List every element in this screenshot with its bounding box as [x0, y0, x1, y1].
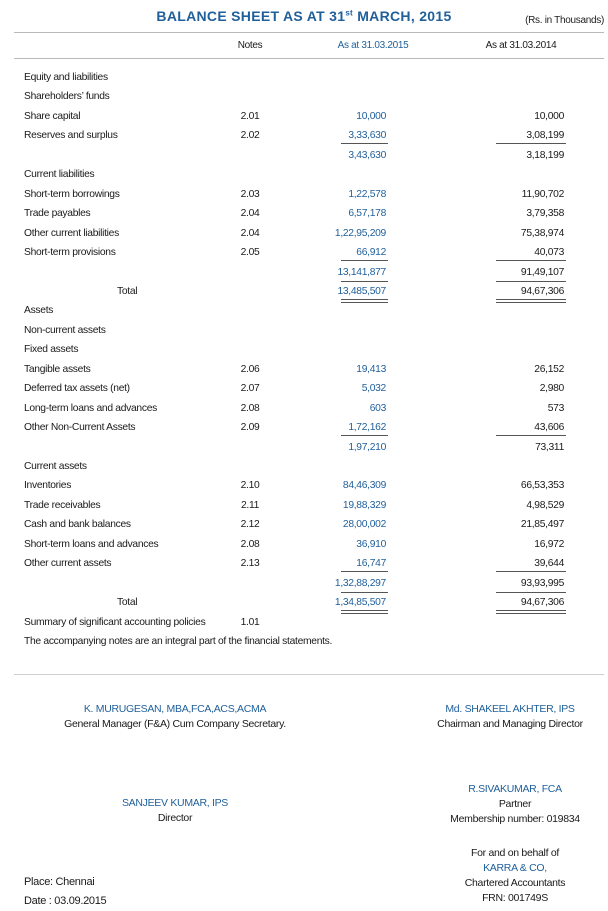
- row-note: 2.08: [240, 538, 260, 550]
- row-label: Non-current assets: [24, 324, 106, 336]
- row-value-current: 19,413: [356, 363, 386, 375]
- row-value-current: 1,32,88,297: [334, 577, 386, 589]
- row-label: Tangible assets: [24, 363, 91, 375]
- row-label: Inventories: [24, 480, 72, 492]
- row-note: 2.04: [240, 227, 260, 239]
- underline: [341, 592, 388, 593]
- table-row: [0, 165, 608, 184]
- row-note: 2.01: [240, 110, 260, 122]
- row-label: Equity and liabilities: [24, 72, 108, 83]
- row-label: Assets: [24, 305, 54, 317]
- row-value-current: 6,57,178: [348, 208, 386, 220]
- table-row: [0, 457, 608, 476]
- title-text: BALANCE SHEET AS AT 31: [156, 8, 346, 24]
- row-value-previous: 11,90,702: [521, 188, 564, 200]
- row-label: Other current liabilities: [24, 227, 119, 239]
- row-note: 2.02: [240, 130, 260, 142]
- row-value-previous: 43,606: [534, 422, 564, 434]
- underline: [341, 435, 388, 436]
- row-value-current: 19,88,329: [342, 499, 386, 511]
- row-note: 2.09: [240, 422, 260, 434]
- table-row: [0, 496, 608, 515]
- row-value-previous: 4,98,529: [526, 499, 564, 511]
- signature-divider: [14, 674, 604, 675]
- row-value-current: 3,43,630: [348, 149, 386, 161]
- row-value-previous: 3,08,199: [526, 130, 564, 142]
- row-note: 2.07: [240, 383, 260, 395]
- membership-number: Membership number: 019834: [450, 813, 580, 825]
- row-note: 2.04: [240, 208, 260, 220]
- signatory-director: [90, 796, 260, 826]
- row-value-current: 13,141,877: [337, 266, 386, 278]
- firm-type: Chartered Accountants: [464, 877, 566, 889]
- row-value-previous: 2,980: [539, 383, 564, 395]
- row-label: Trade receivables: [24, 499, 101, 511]
- row-value-current: 66,912: [356, 247, 386, 259]
- table-row: [0, 535, 608, 554]
- column-header-previous-year: As at 31.03.2014: [485, 40, 557, 51]
- row-value-previous: 3,18,199: [526, 149, 564, 161]
- gm-title: General Manager (F&A) Cum Company Secretary.: [64, 718, 286, 730]
- row-note: 2.12: [240, 519, 260, 531]
- row-label: Fixed assets: [24, 344, 79, 356]
- row-value-previous: 10,000: [534, 110, 564, 122]
- on-behalf-text: For and on behalf of: [471, 847, 559, 859]
- row-label: Long-term loans and advances: [24, 402, 157, 414]
- row-note: 2.11: [240, 499, 260, 511]
- table-row: [0, 515, 608, 534]
- table-row: [0, 476, 608, 495]
- footnote: The accompanying notes are an integral part of the financial statements.: [24, 636, 333, 647]
- table-row: [0, 204, 608, 223]
- row-value-previous: 94,67,306: [520, 597, 564, 609]
- table-row: [0, 185, 608, 204]
- row-note: 2.03: [240, 188, 260, 200]
- table-row: [0, 301, 608, 320]
- row-note: 2.05: [240, 247, 260, 259]
- row-value-previous: 16,972: [534, 538, 564, 550]
- subtotal-row: [0, 574, 608, 593]
- row-value-current: 603: [369, 402, 386, 414]
- underline: [496, 260, 566, 261]
- underline: [496, 571, 566, 572]
- row-value-previous: 94,67,306: [520, 285, 564, 297]
- row-note: 2.13: [240, 558, 260, 570]
- row-label: Total: [117, 285, 138, 297]
- row-label: Total: [117, 597, 138, 609]
- row-value-previous: 40,073: [534, 247, 564, 259]
- row-value-current: 5,032: [361, 383, 386, 395]
- table-row: [0, 340, 608, 359]
- row-value-current: 1,34,85,507: [334, 597, 386, 609]
- row-value-current: 36,910: [356, 538, 386, 550]
- underline: [341, 143, 388, 144]
- underline: [496, 143, 566, 144]
- cmd-title: Chairman and Managing Director: [437, 718, 583, 730]
- subtotal-row: [0, 146, 608, 165]
- table-row: [0, 68, 608, 87]
- director-title: Director: [157, 812, 193, 824]
- row-value-previous: 39,644: [534, 558, 564, 570]
- row-value-current: 1,22,578: [348, 188, 386, 200]
- table-row: [0, 613, 608, 632]
- row-value-previous: 3,79,358: [526, 208, 564, 220]
- subtotal-row: [0, 438, 608, 457]
- underline: [496, 435, 566, 436]
- place: Place: Chennai: [24, 876, 95, 888]
- row-label: Current liabilities: [24, 169, 95, 181]
- title-text-end: MARCH, 2015: [353, 8, 452, 24]
- underline: [496, 592, 566, 593]
- row-label: Short-term provisions: [24, 247, 116, 259]
- firm-name: KARRA & CO,: [483, 862, 547, 874]
- row-value-previous: 573: [547, 402, 564, 414]
- signatory-general-manager: [30, 702, 320, 732]
- director-name: SANJEEV KUMAR, IPS: [121, 797, 229, 809]
- row-label: Cash and bank balances: [24, 519, 131, 531]
- auditor-firm: [430, 846, 600, 906]
- row-value-current: 1,72,162: [348, 422, 386, 434]
- row-label: Trade payables: [24, 208, 91, 220]
- underline: [496, 281, 566, 282]
- row-value-current: 13,485,507: [337, 285, 386, 297]
- row-value-current: 1,97,210: [348, 441, 386, 453]
- row-value-current: 84,46,309: [342, 480, 386, 492]
- underline: [341, 281, 388, 282]
- row-value-previous: 93,93,995: [520, 577, 564, 589]
- underline: [341, 260, 388, 261]
- row-label: Reserves and surplus: [24, 130, 118, 142]
- row-value-previous: 21,85,497: [520, 519, 564, 531]
- partner-name: R.SIVAKUMAR, FCA: [468, 783, 562, 795]
- row-value-previous: 66,53,353: [520, 480, 564, 492]
- row-value-current: 28,00,002: [342, 519, 386, 531]
- row-label: Short-term loans and advances: [24, 538, 159, 550]
- row-note: 2.06: [240, 363, 260, 375]
- row-note: 2.08: [240, 402, 260, 414]
- cmd-name: Md. SHAKEEL AKHTER, IPS: [445, 703, 575, 715]
- row-label: Current assets: [24, 461, 87, 472]
- date: Date : 03.09.2015: [24, 895, 107, 907]
- row-label: Summary of significant accounting policies: [24, 616, 206, 628]
- row-note: 2.10: [240, 480, 260, 492]
- row-value-current: 16,747: [356, 558, 386, 570]
- subtotal-row: [0, 263, 608, 282]
- table-row: [0, 87, 608, 106]
- row-value-previous: 73,311: [535, 441, 564, 453]
- title-superscript: st: [345, 8, 354, 18]
- firm-registration-number: FRN: 001749S: [482, 892, 548, 904]
- row-label: Other current assets: [24, 558, 112, 570]
- row-note: 1.01: [240, 616, 260, 628]
- row-value-current: 3,33,630: [348, 130, 386, 142]
- column-header-current-year: As at 31.03.2015: [337, 40, 409, 51]
- row-value-current: 1,22,95,209: [334, 227, 386, 239]
- row-value-previous: 91,49,107: [520, 266, 564, 278]
- table-row: [0, 379, 608, 398]
- row-value-current: 10,000: [356, 110, 386, 122]
- table-row: [0, 360, 608, 379]
- underline: [341, 571, 388, 572]
- column-header-notes: Notes: [237, 40, 263, 51]
- row-label: Deferred tax assets (net): [24, 383, 130, 395]
- row-value-previous: 26,152: [534, 363, 564, 375]
- row-label: Share capital: [24, 110, 81, 122]
- table-row: [0, 224, 608, 243]
- signatory-partner: [430, 782, 600, 827]
- row-label: Shareholders’ funds: [24, 91, 110, 103]
- row-label: Other Non-Current Assets: [24, 422, 136, 434]
- signatory-chairman: [420, 702, 600, 732]
- units-note: (Rs. in Thousands): [525, 15, 604, 26]
- row-label: Short-term borrowings: [24, 188, 120, 200]
- table-row: [0, 321, 608, 340]
- table-row: [0, 107, 608, 126]
- row-value-previous: 75,38,974: [520, 227, 564, 239]
- partner-title: Partner: [498, 798, 532, 810]
- gm-name: K. MURUGESAN, MBA,FCA,ACS,ACMA: [83, 703, 267, 715]
- table-row: [0, 399, 608, 418]
